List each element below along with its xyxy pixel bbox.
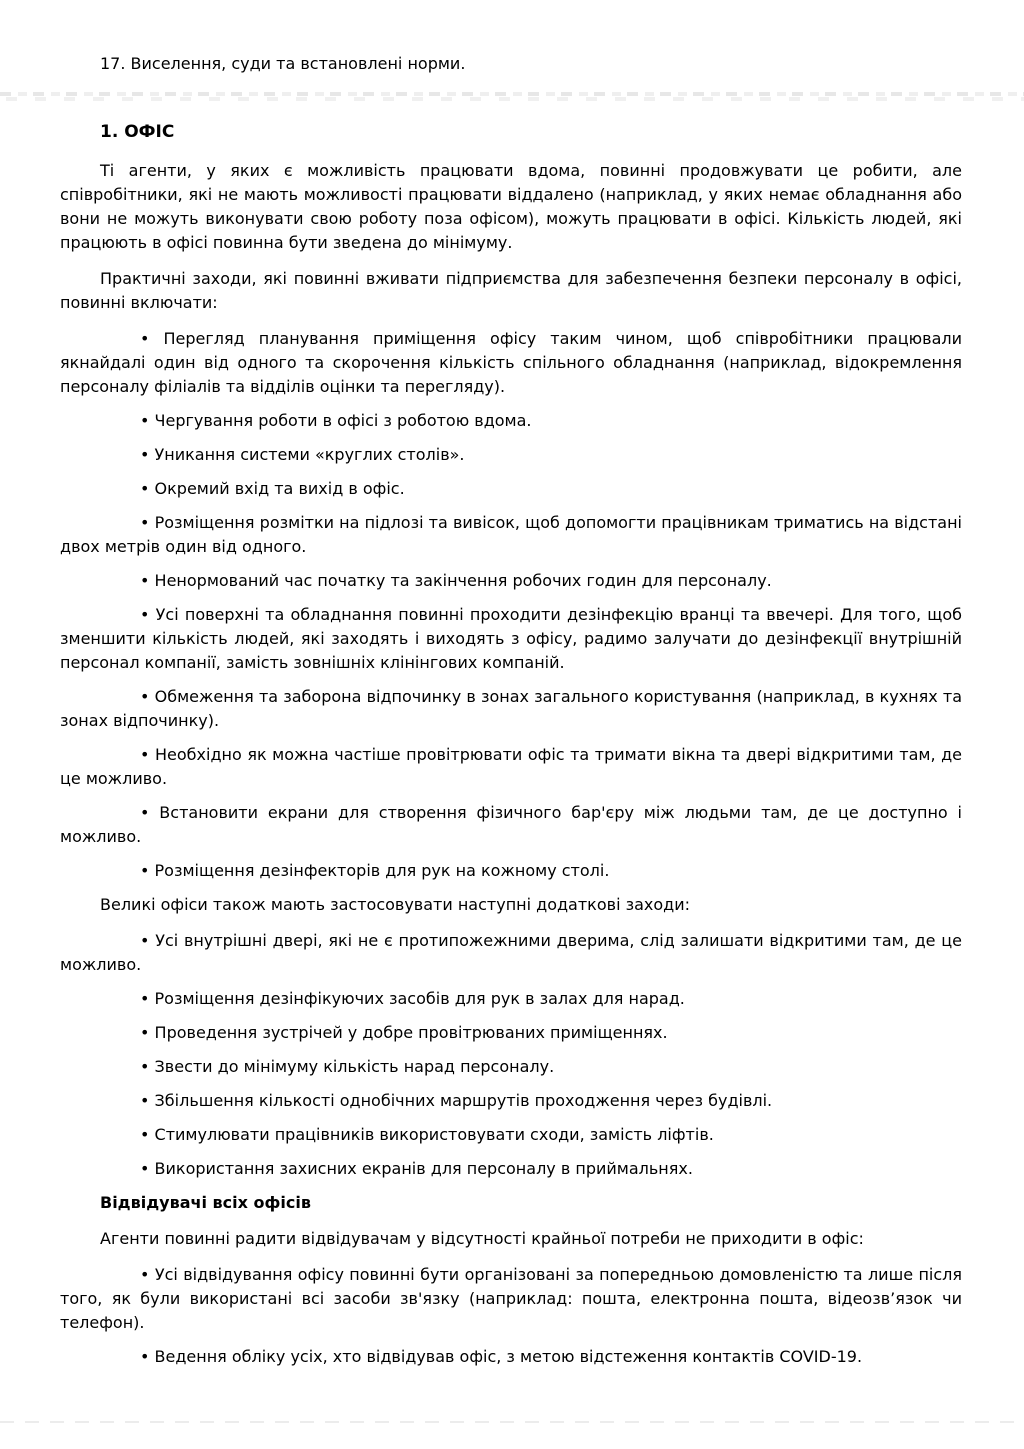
list-item-text: Використання захисних екранів для персоналу в приймальнях. bbox=[154, 1159, 693, 1178]
paragraph-visitors-intro: Агенти повинні радити відвідувачам у відсутності крайньої потреби не приходити в офіс: bbox=[100, 1229, 864, 1248]
bullet-list-item bbox=[60, 685, 962, 733]
bullet-list-item bbox=[60, 1021, 962, 1045]
list-item-text: Чергування роботи в офісі з роботою вдома. bbox=[154, 411, 532, 430]
bullet-list-item bbox=[60, 929, 962, 977]
previous-section-item: 17. Виселення, суди та встановлені норми. bbox=[100, 54, 466, 73]
bullet-marker: • bbox=[140, 1125, 150, 1144]
paragraph-measures-intro: Практичні заходи, які повинні вживати підприємства для забезпечення безпеки персоналу в офісі, повинні включати: bbox=[60, 269, 962, 312]
bullet-marker: • bbox=[140, 1347, 150, 1366]
list-item-text: Збільшення кількості однобічних маршрутів проходження через будівлі. bbox=[154, 1091, 773, 1110]
bottom-page-separator bbox=[0, 1421, 1024, 1424]
bullet-marker: • bbox=[140, 1057, 150, 1076]
page-break-separator bbox=[0, 92, 1024, 101]
list-item-text: Уникання системи «круглих столів». bbox=[154, 445, 465, 464]
bullet-marker: • bbox=[140, 571, 150, 590]
bullet-list-item bbox=[60, 443, 962, 467]
bullet-list-item bbox=[60, 477, 962, 501]
bullet-marker: • bbox=[140, 479, 150, 498]
list-item-text: Обмеження та заборона відпочинку в зонах загального користування (наприклад, в кухнях та зонах відпочинку). bbox=[60, 687, 962, 730]
bullet-marker: • bbox=[140, 745, 150, 764]
bullet-list-item bbox=[60, 801, 962, 849]
list-item-text: Встановити екрани для створення фізичного бар'єру між людьми там, де це доступно і можливо. bbox=[60, 803, 962, 846]
bullet-list-item bbox=[60, 409, 962, 433]
bullet-list-item bbox=[60, 743, 962, 791]
list-item-text: Усі поверхні та обладнання повинні проходити дезінфекцію вранці та ввечері. Для того, щоб зменшити кількість людей, які заходять і виходять з офісу, радимо залучати до дезінфекції внутрішній персонал компанії, замість зовнішніх клінінгових компаній. bbox=[60, 605, 962, 672]
list-item-text: Усі відвідування офісу повинні бути організовані за попередньою домовленістю та лише після того, як були використані всі засоби зв'язку (наприклад: пошта, електронна пошта, відеозв’язок чи телефон). bbox=[60, 1265, 962, 1332]
section-heading: 1. ОФІС bbox=[100, 122, 175, 142]
list-item-text: Проведення зустрічей у добре провітрюваних приміщеннях. bbox=[154, 1023, 668, 1042]
bullet-marker: • bbox=[140, 931, 150, 950]
bullet-list-item bbox=[60, 1089, 962, 1113]
list-item-text: Необхідно як можна частіше провітрювати офіс та тримати вікна та двері відкритими там, де це можливо. bbox=[60, 745, 962, 788]
bullet-list-item bbox=[60, 603, 962, 675]
bullet-list-item bbox=[60, 1263, 962, 1335]
bullet-list-item bbox=[60, 987, 962, 1011]
list-item-text: Усі внутрішні двері, які не є протипожежними дверима, слід залишати відкритими там, де це можливо. bbox=[60, 931, 963, 974]
list-item-text: Ведення обліку усіх, хто відвідував офіс, з метою відстеження контактів COVID-19. bbox=[154, 1347, 863, 1366]
bullet-marker: • bbox=[140, 1023, 150, 1042]
bullet-marker: • bbox=[140, 1265, 150, 1284]
bullet-list-item bbox=[60, 327, 962, 399]
bullet-marker: • bbox=[140, 1091, 150, 1110]
paragraph-office-intro: Ті агенти, у яких є можливість працювати вдома, повинні продовжувати це робити, але співробітники, які не мають можливості працювати віддалено (наприклад, у яких немає обладнання або вони не можуть виконувати свою роботу поза офісом), можуть працювати в офісі. Кількість людей, які працюють в офісі повинна бути зведена до мінімуму. bbox=[60, 161, 962, 252]
list-item-text: Розміщення розмітки на підлозі та вивісок, щоб допомогти працівникам триматись на відстані двох метрів один від одного. bbox=[60, 513, 962, 556]
bullet-marker: • bbox=[140, 687, 150, 706]
bullet-list-item bbox=[60, 1123, 962, 1147]
bullet-list-item bbox=[60, 1157, 962, 1181]
bullet-marker: • bbox=[140, 329, 150, 348]
list-item-text: Розміщення дезінфекторів для рук на кожному столі. bbox=[154, 861, 610, 880]
bullet-marker: • bbox=[140, 803, 150, 822]
bullet-marker: • bbox=[140, 1159, 150, 1178]
list-item-text: Перегляд планування приміщення офісу таким чином, щоб співробітники працювали якнайдалі один від одного та скорочення кількість спільного обладнання (наприклад, відокремлення персоналу філіалів та відділів оцінки та перегляду). bbox=[60, 329, 962, 396]
bullet-list-item bbox=[60, 1345, 962, 1369]
bullet-marker: • bbox=[140, 445, 150, 464]
bullet-marker: • bbox=[140, 411, 150, 430]
paragraph-large-offices: Великі офіси також мають застосовувати наступні додаткові заходи: bbox=[100, 895, 691, 914]
list-item-text: Звести до мінімуму кількість нарад персоналу. bbox=[154, 1057, 555, 1076]
bullet-marker: • bbox=[140, 989, 150, 1008]
bullet-list-item bbox=[60, 511, 962, 559]
bullet-marker: • bbox=[140, 513, 150, 532]
subsection-heading-visitors: Відвідувачі всіх офісів bbox=[100, 1193, 311, 1212]
bullet-list-item bbox=[60, 859, 962, 883]
bullet-list-item bbox=[60, 569, 962, 593]
bullet-marker: • bbox=[140, 605, 150, 624]
bullet-list-item bbox=[60, 1055, 962, 1079]
list-item-text: Розміщення дезінфікуючих засобів для рук в залах для нарад. bbox=[154, 989, 685, 1008]
list-item-text: Окремий вхід та вихід в офіс. bbox=[154, 479, 405, 498]
list-item-text: Стимулювати працівників використовувати сходи, замість ліфтів. bbox=[154, 1125, 714, 1144]
bullet-marker: • bbox=[140, 861, 150, 880]
list-item-text: Ненормований час початку та закінчення робочих годин для персоналу. bbox=[154, 571, 772, 590]
